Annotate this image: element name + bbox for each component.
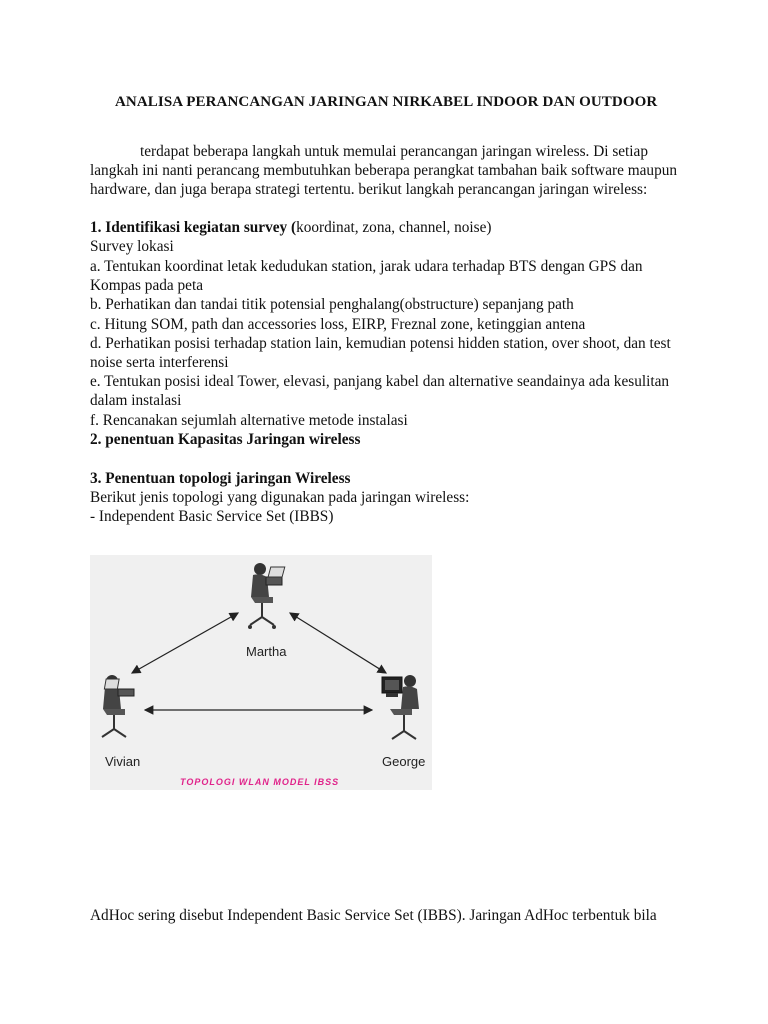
section3-line-2: - Independent Basic Service Set (IBBS) (90, 508, 334, 525)
section2-heading: 2. penentuan Kapasitas Jaringan wireless (90, 431, 361, 448)
vivian-person-icon (102, 675, 134, 737)
section1-heading (90, 218, 492, 237)
section3-heading: 3. Penentuan topologi jaringan Wireless (90, 470, 351, 487)
intro-line-2: langkah ini nanti perancang membutuhkan beberapa perangkat tambahan baik software maupun (90, 162, 678, 179)
george-label: George (382, 754, 426, 769)
list-item: Kompas pada peta (90, 277, 203, 294)
link-martha-vivian (132, 613, 238, 673)
section1-heading-bold: 1. Identifikasi kegiatan survey ( (90, 219, 297, 236)
martha-label: Martha (246, 644, 287, 659)
section1-heading-normal: koordinat, zona, channel, noise) (296, 219, 492, 236)
list-item: f. Rencanakan sejumlah alternative metode instalasi (90, 412, 408, 429)
vivian-label: Vivian (105, 754, 141, 769)
list-item: c. Hitung SOM, path dan accessories loss, EIRP, Freznal zone, ketinggian antena (90, 316, 586, 333)
figure-caption: TOPOLOGI WLAN MODEL IBSS (180, 777, 340, 787)
list-item: e. Tentukan posisi ideal Tower, elevasi, panjang kabel dan alternative seandainya ada kesulitan (90, 373, 670, 390)
intro-line-1: terdapat beberapa langkah untuk memulai perancangan jaringan wireless. Di setiap (140, 143, 648, 160)
george-person-icon (382, 675, 419, 739)
martha-person-icon (248, 563, 285, 629)
list-item: b. Perhatikan dan tandai titik potensial penghalang(obstructure) sepanjang path (90, 296, 574, 313)
list-item: noise serta interferensi (90, 354, 229, 371)
section1-subtitle: Survey lokasi (90, 238, 174, 255)
ibss-topology-figure (90, 555, 432, 790)
list-item: d. Perhatikan posisi terhadap station lain, kemudian potensi hidden station, over shoot, dan test (90, 335, 671, 352)
footer-line: AdHoc sering disebut Independent Basic Service Set (IBBS). Jaringan AdHoc terbentuk bila (90, 907, 657, 924)
section3-line-1: Berikut jenis topologi yang digunakan pada jaringan wireless: (90, 489, 470, 506)
intro-line-3: hardware, dan juga berapa strategi tertentu. berikut langkah perancangan jaringan wireless: (90, 181, 648, 198)
ibss-topology-diagram (90, 555, 432, 790)
list-item: a. Tentukan koordinat letak kedudukan station, jarak udara terhadap BTS dengan GPS dan (90, 258, 643, 275)
link-martha-george (290, 613, 386, 673)
list-item: dalam instalasi (90, 392, 182, 409)
document-title: ANALISA PERANCANGAN JARINGAN NIRKABEL INDOOR DAN OUTDOOR (115, 94, 658, 110)
